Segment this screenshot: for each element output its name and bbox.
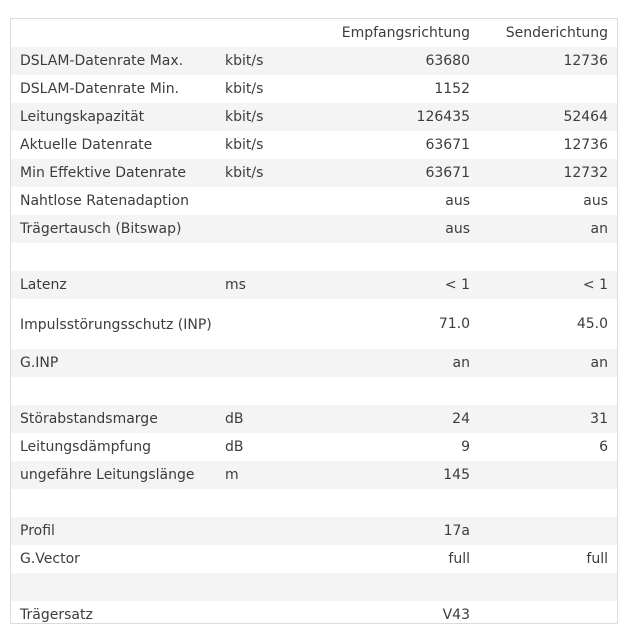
header-unit (216, 19, 315, 47)
row-downstream-value (315, 243, 479, 271)
row-unit (216, 573, 315, 601)
table-row (11, 47, 617, 75)
row-label: Leitungsdämpfung (20, 439, 152, 455)
row-unit: kbit/s (216, 103, 315, 131)
row-unit (216, 243, 315, 271)
row-label: DSLAM-Datenrate Min. (20, 81, 180, 97)
header-label (11, 19, 216, 47)
table-spacer-row (11, 573, 617, 601)
row-label: Trägertausch (Bitswap) (11, 215, 216, 243)
row-unit: kbit/s (225, 137, 264, 153)
row-unit (216, 299, 315, 349)
row-unit (216, 601, 315, 624)
row-unit (216, 187, 315, 215)
row-downstream-value (315, 573, 479, 601)
row-downstream-value (315, 377, 479, 405)
row-unit: kbit/s (216, 47, 315, 75)
table-row (11, 215, 617, 243)
row-downstream-value: an (315, 349, 479, 377)
row-downstream-value: V43 (442, 607, 470, 623)
row-unit: kbit/s (216, 159, 315, 187)
table-row (11, 75, 617, 103)
row-unit (216, 349, 315, 377)
table-row (11, 103, 617, 131)
table-body (11, 47, 617, 624)
row-upstream-value: an (479, 215, 617, 243)
row-label: Aktuelle Datenrate (20, 137, 153, 153)
table-row (11, 349, 617, 377)
row-upstream-value (479, 489, 617, 517)
header-upstream: Senderichtung (479, 19, 617, 47)
row-label (11, 377, 216, 405)
row-upstream-value: 31 (479, 405, 617, 433)
dsl-info-table (11, 19, 617, 624)
row-label: DSLAM-Datenrate Max. (11, 47, 216, 75)
table-row (11, 131, 617, 159)
row-unit (216, 489, 315, 517)
row-upstream-value: 52464 (479, 103, 617, 131)
row-label: Min Effektive Datenrate (11, 159, 216, 187)
row-label: G.INP (11, 349, 216, 377)
row-label (11, 243, 216, 271)
row-downstream-value: aus (315, 215, 479, 243)
table-row (11, 299, 617, 349)
row-label: Trägersatz (20, 607, 93, 623)
dsl-info-panel (10, 18, 618, 624)
row-upstream-value (479, 243, 617, 271)
table-row (11, 405, 617, 433)
row-label: Profil (11, 517, 216, 545)
row-downstream-value: 63671 (315, 159, 479, 187)
table-header-row (11, 19, 617, 47)
row-upstream-value (479, 377, 617, 405)
row-downstream-value: 24 (315, 405, 479, 433)
row-downstream-value: 17a (315, 517, 479, 545)
row-downstream-value: 145 (315, 461, 479, 489)
table-row (11, 601, 617, 624)
row-unit (216, 545, 315, 573)
row-label: G.Vector (20, 551, 80, 567)
row-label (11, 489, 216, 517)
row-downstream-value: full (448, 551, 470, 567)
row-upstream-value (479, 573, 617, 601)
row-upstream-value (479, 517, 617, 545)
row-label: Störabstandsmarge (11, 405, 216, 433)
row-label (11, 573, 216, 601)
row-upstream-value: 45.0 (576, 316, 608, 332)
row-upstream-value (479, 461, 617, 489)
row-upstream-value (479, 601, 617, 624)
row-downstream-value: 63671 (425, 137, 470, 153)
row-downstream-value (315, 489, 479, 517)
row-upstream-value: 12732 (479, 159, 617, 187)
table-row (11, 461, 617, 489)
row-upstream-value: 12736 (479, 47, 617, 75)
row-unit (216, 377, 315, 405)
row-label: ungefähre Leitungslänge (11, 461, 216, 489)
row-upstream-value: an (479, 349, 617, 377)
row-label: Nahtlose Ratenadaption (20, 193, 189, 209)
row-upstream-value: full (586, 551, 608, 567)
table-row (11, 187, 617, 215)
header-downstream: Empfangsrichtung (315, 19, 479, 47)
row-unit (216, 215, 315, 243)
row-unit: dB (225, 439, 244, 455)
table-spacer-row (11, 243, 617, 271)
row-downstream-value: 126435 (315, 103, 479, 131)
row-unit: m (216, 461, 315, 489)
row-upstream-value: 6 (599, 439, 608, 455)
table-spacer-row (11, 377, 617, 405)
row-label: Latenz (11, 271, 216, 299)
row-downstream-value: 9 (461, 439, 470, 455)
row-unit (216, 517, 315, 545)
row-label: Impulsstörungsschutz (INP) (20, 317, 212, 333)
row-downstream-value: aus (445, 193, 470, 209)
row-upstream-value: 12736 (563, 137, 608, 153)
row-downstream-value: 71.0 (438, 316, 470, 332)
table-row (11, 545, 617, 573)
row-upstream-value: < 1 (479, 271, 617, 299)
table-row (11, 271, 617, 299)
row-unit: dB (216, 405, 315, 433)
row-upstream-value: aus (583, 193, 608, 209)
table-row (11, 517, 617, 545)
row-downstream-value: 63680 (315, 47, 479, 75)
table-row (11, 159, 617, 187)
row-downstream-value: < 1 (315, 271, 479, 299)
row-label: Leitungskapazität (11, 103, 216, 131)
table-spacer-row (11, 489, 617, 517)
row-downstream-value: 1152 (434, 81, 470, 97)
row-upstream-value (479, 75, 617, 103)
row-unit: ms (216, 271, 315, 299)
table-row (11, 433, 617, 461)
row-unit: kbit/s (225, 81, 264, 97)
